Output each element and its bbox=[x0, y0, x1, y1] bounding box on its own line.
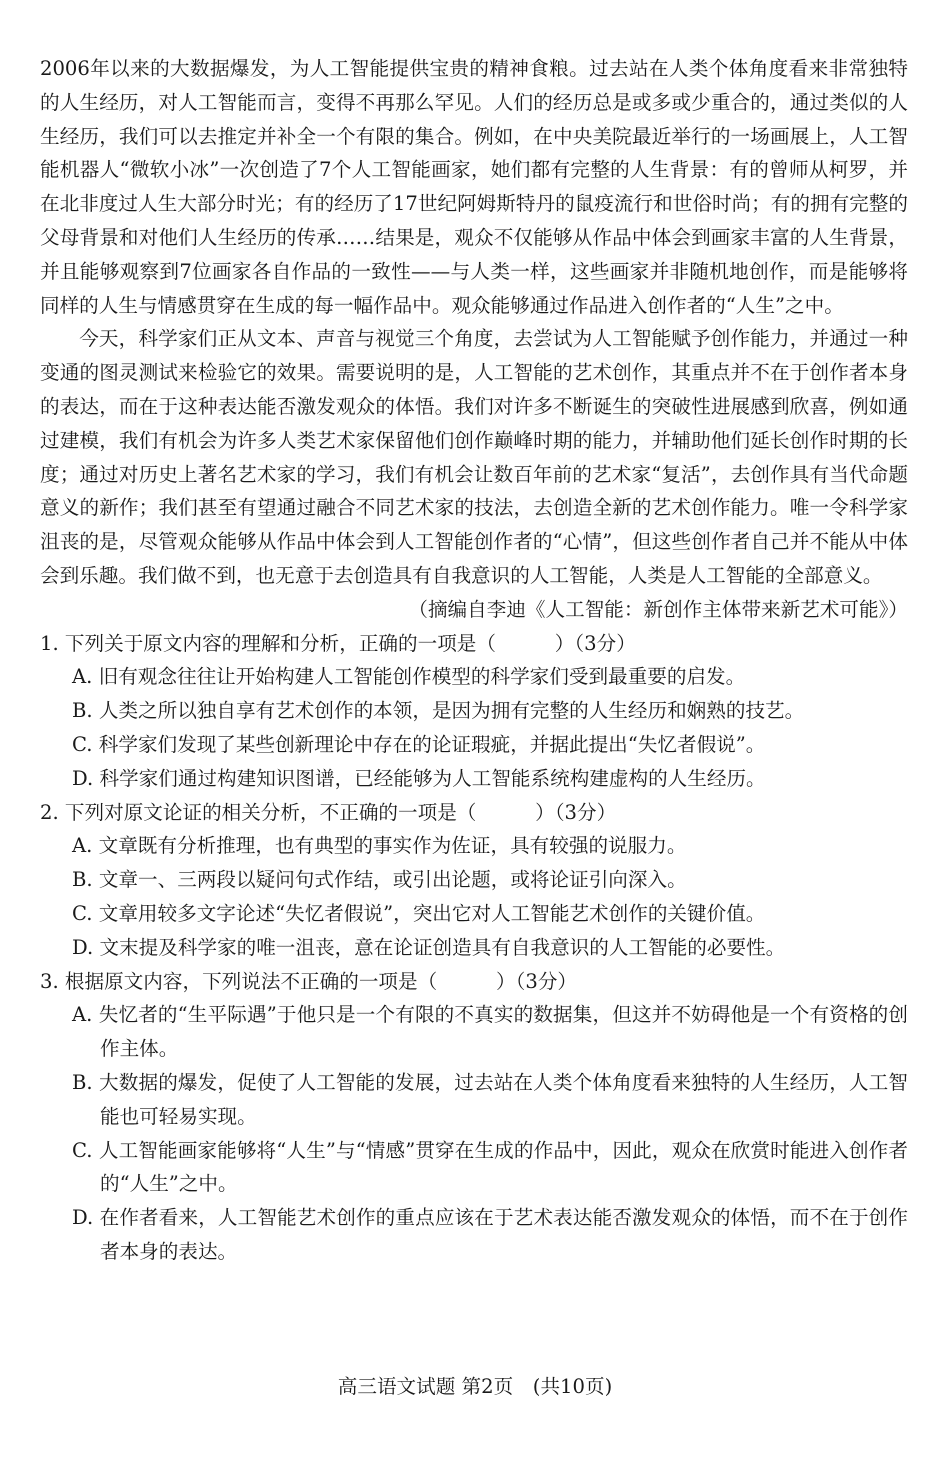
question-2-option-b: B. 文章一、三两段以疑问句式作结，或引出论题，或将论证引向深入。 bbox=[72, 868, 687, 892]
question-1 bbox=[40, 627, 908, 796]
passage-source: （摘编自李迪《人工智能：新创作主体带来新艺术可能》） bbox=[408, 597, 908, 621]
question-1-stem: 1. 下列关于原文内容的理解和分析，正确的一项是（ ）（3分） bbox=[40, 631, 636, 655]
question-3-option-b: B. 大数据的爆发，促使了人工智能的发展，过去站在人类个体角度看来独特的人生经历，人工智能也可轻易实现。 bbox=[72, 1070, 908, 1128]
question-3-option-d: D. 在作者看来，人工智能艺术创作的重点应该在于艺术表达能否激发观众的体悟，而不在于创作者本身的表达。 bbox=[72, 1206, 908, 1263]
question-3 bbox=[40, 965, 908, 1269]
question-3-stem: 3. 根据原文内容，下列说法不正确的一项是（ ）（3分） bbox=[40, 969, 578, 993]
exam-page bbox=[40, 52, 908, 1269]
question-3-option-a: A. 失忆者的“生平际遇”于他只是一个有限的不真实的数据集，但这并不妨碍他是一个有资格的创作主体。 bbox=[72, 1003, 908, 1061]
page-footer: 高三语文试题 第2页 (共10页) bbox=[337, 1375, 613, 1398]
passage-paragraph-1: 2006年以来的大数据爆发，为人工智能提供宝贵的精神食粮。过去站在人类个体角度看来非常独特的人生经历，对人工智能而言，变得不再那么罕见。人们的经历总是或多或少重合的，通过类似的人生经历，我们可以去推定并补全一个有限的集合。例如，在中央美院最近举行的一场画展上，人工智能机器人“微软小冰”一次创造了7个人工智能画家，她们都有完整的人生背景：有的曾师从柯罗，并在北非度过人生大部分时光；有的经历了17世纪阿姆斯特丹的鼠疫流行和世俗时尚；有的拥有完整的父母背景和对他们人生经历的传承……结果是，观众不仅能够从作品中体会到画家丰富的人生背景，并且能够观察到7位画家各自作品的一致性——与人类一样，这些画家并非随机地创作，而是能够将同样的人生与情感贯穿在生成的每一幅作品中。观众能够通过作品进入创作者的“人生”之中。 bbox=[40, 57, 908, 317]
passage-paragraph-2: 今天，科学家们正从文本、声音与视觉三个角度，去尝试为人工智能赋予创作能力，并通过一种变通的图灵测试来检验它的效果。需要说明的是，人工智能的艺术创作，其重点并不在于创作者本身的表达，而在于这种表达能否激发观众的体悟。我们对许多不断诞生的突破性进展感到欣喜，例如通过建模，我们有机会为许多人类艺术家保留他们创作巅峰时期的能力，并辅助他们延长创作时期的长度；通过对历史上著名艺术家的学习，我们有机会让数百年前的艺术家“复活”，去创作具有当代命题意义的新作；我们甚至有望通过融合不同艺术家的技法，去创造全新的艺术创作能力。唯一令科学家沮丧的是，尽管观众能够从作品中体会到人工智能创作者的“心情”，但这些创作者自己并不能从中体会到乐趣。我们做不到，也无意于去创造具有自我意识的人工智能，人类是人工智能的全部意义。 bbox=[40, 327, 908, 587]
question-1-option-c: C. 科学家们发现了某些创新理论中存在的论证瑕疵，并据此提出“失忆者假说”。 bbox=[72, 732, 766, 756]
passage bbox=[40, 52, 908, 627]
question-1-option-a: A. 旧有观念往往让开始构建人工智能创作模型的科学家们受到最重要的启发。 bbox=[72, 665, 746, 689]
question-2-option-d: D. 文末提及科学家的唯一沮丧，意在论证创造具有自我意识的人工智能的必要性。 bbox=[72, 935, 786, 959]
question-2-stem: 2. 下列对原文论证的相关分析，不正确的一项是（ ）（3分） bbox=[40, 800, 617, 824]
question-1-option-d: D. 科学家们通过构建知识图谱，已经能够为人工智能系统构建虚构的人生经历。 bbox=[72, 766, 766, 790]
question-3-option-c: C. 人工智能画家能够将“人生”与“情感”贯穿在生成的作品中，因此，观众在欣赏时能进入创作者的“人生”之中。 bbox=[72, 1138, 908, 1196]
question-2-option-a: A. 文章既有分析推理，也有典型的事实作为佐证，具有较强的说服力。 bbox=[72, 834, 687, 858]
question-2-option-c: C. 文章用较多文字论述“失忆者假说”，突出它对人工智能艺术创作的关键价值。 bbox=[72, 901, 766, 925]
question-1-option-b: B. 人类之所以独自享有艺术创作的本领，是因为拥有完整的人生经历和娴熟的技艺。 bbox=[72, 699, 805, 723]
question-2 bbox=[40, 796, 908, 965]
